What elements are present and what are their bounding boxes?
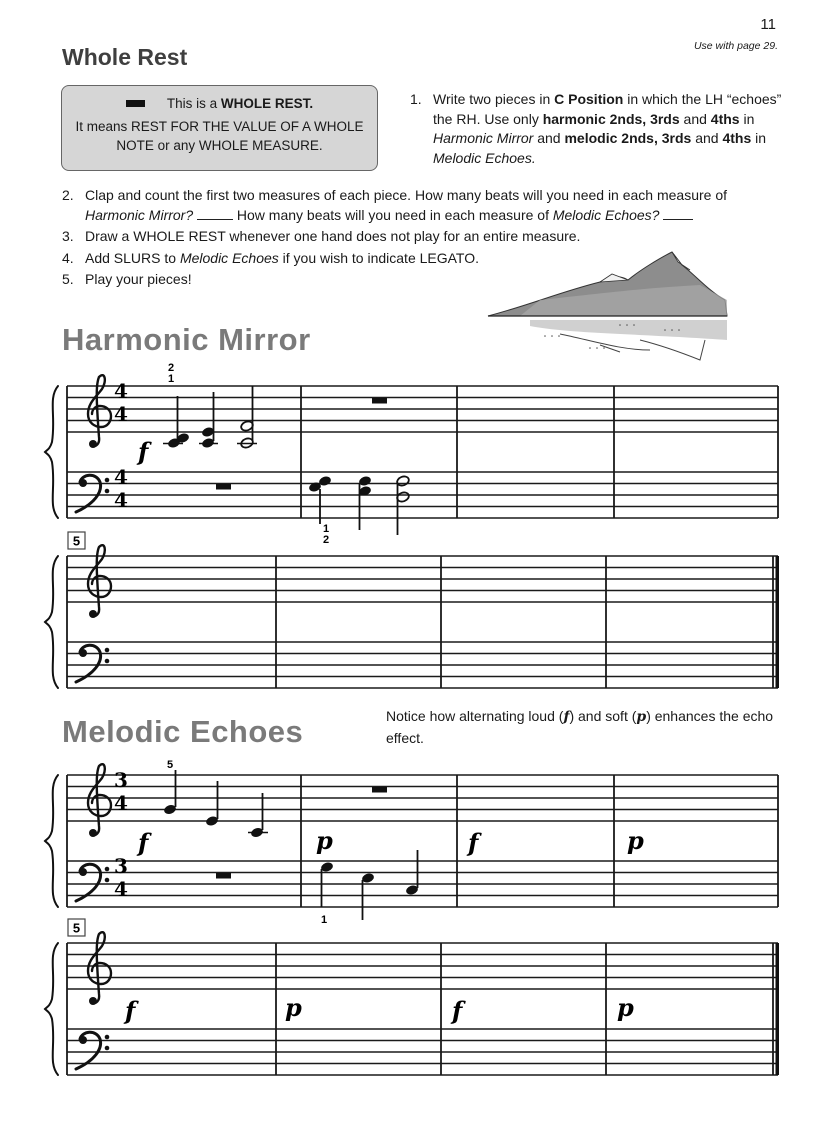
text-run: Melodic Echoes? <box>552 206 660 223</box>
dynamic-piano: p <box>285 993 302 1022</box>
mountain-illustration <box>488 252 727 360</box>
text-run: Clap and count the first two measures of each piece. How many beats will you need in each measure of <box>85 187 728 203</box>
text-run: How many beats will you need in each measure of <box>233 206 553 223</box>
instruction-number: 1. <box>410 91 422 107</box>
text-run: Write two pieces in <box>433 91 555 107</box>
piano-symbol: p <box>636 709 647 725</box>
dynamic-forte: f <box>125 996 136 1025</box>
brace-icon <box>45 943 58 1075</box>
treble-staff <box>67 943 778 989</box>
forte-symbol: f <box>563 709 570 725</box>
system-3 <box>45 759 778 926</box>
instruction-number: 2. <box>62 187 74 203</box>
dynamic-piano: p <box>316 826 333 855</box>
rest-box-prefix: This is a <box>166 96 221 111</box>
bass-staff <box>67 861 778 907</box>
system-2 <box>45 532 779 688</box>
text-run: in <box>739 110 755 127</box>
text-run: ) enhances the echo effect. <box>386 708 774 746</box>
section-title: Whole Rest <box>62 44 188 70</box>
text-run: Draw a WHOLE REST whenever one hand does not play for an entire measure. <box>85 228 581 244</box>
final-barline <box>776 556 780 688</box>
whole-rest-icon <box>216 873 231 879</box>
time-sig-top: 4 <box>114 379 128 403</box>
text-run: and <box>679 110 711 127</box>
whole-rest-icon <box>216 484 231 490</box>
bass-staff <box>67 472 778 518</box>
text-run: Add SLURS to <box>85 249 180 266</box>
text-run: Notice how alternating loud ( <box>386 708 564 724</box>
dynamic-piano: p <box>617 993 634 1022</box>
dynamic-forte: f <box>138 828 149 857</box>
text-run: Harmonic Mirror? <box>85 206 194 223</box>
rest-box-bold: WHOLE REST. <box>220 96 314 111</box>
measure-number: 5 <box>72 533 81 549</box>
text-run: 4ths <box>722 130 752 146</box>
text-run: ) and soft ( <box>569 708 637 724</box>
fingering: 2 <box>322 534 330 546</box>
fingering: 1 <box>322 523 330 535</box>
fingering: 2 <box>167 362 175 374</box>
treble-staff <box>67 556 778 602</box>
text-run: harmonic 2nds, 3rds <box>542 110 680 127</box>
text-run: and <box>533 130 565 146</box>
time-sig-top: 3 <box>114 854 128 878</box>
dynamic-forte: f <box>138 437 149 466</box>
text-run: C Position <box>554 91 624 107</box>
piece-title-melodic-echoes: Melodic Echoes <box>62 714 304 749</box>
text-run: in which the LH “echoes” the RH. Use only <box>433 91 782 127</box>
instruction-number: 5. <box>62 271 74 287</box>
time-sig-bottom: 4 <box>114 877 128 901</box>
time-sig-top: 3 <box>114 768 128 792</box>
time-sig-bottom: 4 <box>114 488 128 512</box>
measure-number: 5 <box>72 920 81 936</box>
rh-notes-measure-1 <box>163 386 257 449</box>
page-reference: Use with page 29. <box>693 40 778 52</box>
bass-staff <box>67 1029 778 1075</box>
page-number: 11 <box>760 16 776 33</box>
treble-staff <box>67 386 778 432</box>
time-sig-bottom: 4 <box>114 402 128 426</box>
instruction-number: 4. <box>62 249 74 266</box>
dynamic-forte: f <box>468 828 479 857</box>
fingering: 1 <box>167 373 175 385</box>
system-1 <box>45 362 778 546</box>
barlines <box>67 775 778 907</box>
barlines <box>67 386 778 518</box>
text-run: and <box>691 130 723 146</box>
system-4 <box>45 919 779 1075</box>
instruction-number: 3. <box>62 228 74 244</box>
fingering: 1 <box>320 914 328 926</box>
barlines <box>67 943 773 1075</box>
treble-staff <box>67 775 778 821</box>
brace-icon <box>45 775 58 907</box>
text-run: Play your pieces! <box>85 271 192 287</box>
rest-box-line2: It means REST FOR THE VALUE OF A WHOLE NOTE or any WHOLE MEASURE. <box>75 119 364 153</box>
text-run: melodic 2nds, 3rds <box>564 130 692 146</box>
whole-rest-icon <box>372 787 387 793</box>
brace-icon <box>45 386 58 518</box>
final-barline <box>776 943 780 1075</box>
dynamic-forte: f <box>452 996 463 1025</box>
text-run: Harmonic Mirror <box>433 130 534 146</box>
text-run: if you wish to indicate LEGATO. <box>278 249 480 266</box>
piece-title-harmonic-mirror: Harmonic Mirror <box>62 322 311 357</box>
rh-notes-measure-1 <box>163 770 268 839</box>
bass-staff <box>67 642 778 688</box>
time-sig-top: 4 <box>114 465 128 489</box>
text-run: in <box>751 130 767 146</box>
text-run: 4ths <box>710 110 740 127</box>
fingering: 5 <box>166 759 174 771</box>
brace-icon <box>45 556 58 688</box>
time-sig-bottom: 4 <box>114 791 128 815</box>
dynamic-piano: p <box>627 826 644 855</box>
whole-rest-icon <box>372 398 387 404</box>
barlines <box>67 556 773 688</box>
text-run: Melodic Echoes <box>179 249 279 266</box>
text-run: Melodic Echoes. <box>433 149 536 166</box>
